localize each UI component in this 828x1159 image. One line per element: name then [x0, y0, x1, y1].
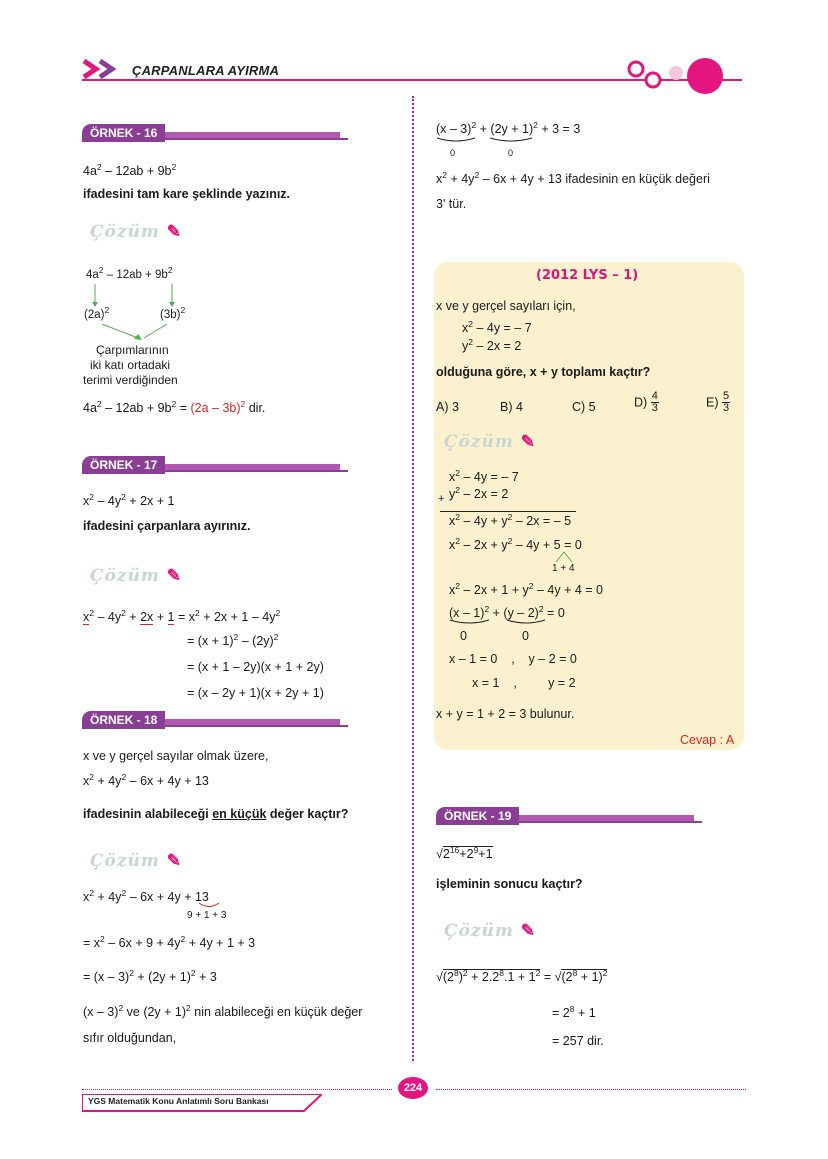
ex17-line-3: = (x + 1 – 2y)(x + 1 + 2y) — [187, 660, 324, 674]
ex16-expression: $4a^2 - 12ab + 9b^2$ — [83, 161, 177, 178]
ex16-solution-expression: $4a^2 - 12ab + 9b^2$ — [86, 265, 173, 281]
double-chevron-icon — [82, 58, 126, 80]
ex18-sol-2: = $x^2 - 6x + 9 + 4y^2 + 4y + 1 + 3$ — [83, 933, 256, 950]
lys-sol-5: $x^2 - 2x + 1 + y^2 - 4y + 4 = 0$ — [449, 580, 604, 597]
tab-underline — [142, 470, 348, 472]
lys-sol-3: $x^2 - 4y + y^2 - 2x$ = – 5 — [449, 511, 572, 528]
example-17-tab — [82, 456, 350, 476]
ex16-question: ifadesini tam kare şeklinde yazınız. — [83, 187, 291, 201]
lys-plus: + — [438, 493, 445, 505]
ex19-sol-3: = 257 dir. — [552, 1034, 604, 1048]
option-b[interactable]: B) 4 — [500, 400, 523, 414]
ex18-cont-3: 3' tür. — [436, 197, 467, 211]
ex17-question: ifadesini çarpanlara ayırınız. — [83, 519, 251, 533]
ex16-left-factor: $(2a)^2$ — [84, 305, 110, 321]
ex19-sol-1: $√(2^8)^2 + 2.2^8.1 + 1^2 = √(2^8 + 1)^2$ — [436, 967, 608, 984]
pen-icon: ✎ — [520, 921, 537, 941]
exam-title: (2012 LYS – 1) — [536, 268, 639, 283]
pen-icon: ✎ — [166, 222, 183, 242]
ex17-line-4: = (x – 2y + 1)(x + 2y + 1) — [187, 686, 324, 700]
ex16-note-1: Çarpımlarının — [96, 343, 169, 357]
solution-logo: Çözüm ✎ — [444, 921, 537, 941]
tab-underline — [142, 725, 348, 727]
example-label: ÖRNEK - 16 — [82, 124, 165, 142]
ex18-zero-a: 0 — [450, 148, 456, 158]
ex18-sol-3: = $(x - 3)^2 + (2y + 1)^2 + 3$ — [83, 967, 217, 984]
option-a[interactable]: A) 3 — [436, 400, 459, 414]
ex18-cont-1: $(x - 3)^2 + (2y + 1)^2 + 3 = 3$ — [436, 119, 581, 136]
pen-icon: ✎ — [166, 566, 183, 586]
footer-rule-right — [436, 1089, 746, 1090]
ex16-note-3: terimi verdiğinden — [83, 373, 178, 387]
lys-sol-2: $y^2 - 2x = 2$ — [449, 484, 509, 501]
ex16-result: $4a^2 - 12ab + 9b^2 = (2a - 3b)^2$ dir. — [83, 398, 266, 415]
ex16-right-factor: $(3b)^2$ — [160, 305, 186, 321]
ex16-note-2: iki katı ortadaki — [90, 358, 171, 372]
lys-question: olduğuna göre, x + y toplamı kaçtır? — [436, 365, 651, 379]
example-label: ÖRNEK - 17 — [82, 456, 165, 474]
brace-icon — [436, 137, 546, 145]
ex17-line-2: = $(x + 1)^2 - (2y)^2$ — [187, 631, 279, 648]
ex17-line-1: $x^2 - 4y^2 + 2x + 1 = x^2 + 2x + 1 - 4y^2$ — [83, 607, 281, 624]
chapter-title: ÇARPANLARA AYIRMA — [132, 63, 280, 78]
book-title-banner — [82, 1094, 312, 1110]
ex18-cont-2: $x^2 + 4y^2 - 6x + 4y + 13$ ifadesinin en küçük değeri — [436, 169, 710, 186]
ex18-sol-5: sıfır olduğundan, — [83, 1031, 177, 1045]
solution-logo: Çözüm ✎ — [90, 222, 183, 242]
ex19-question: işleminin sonucu kaçtır? — [436, 877, 583, 891]
ex18-question: ifadesinin alabileceği en küçük değer kaçtır? — [83, 807, 349, 821]
example-16-tab — [82, 124, 350, 144]
option-c[interactable]: C) 5 — [572, 400, 596, 414]
example-19-tab — [436, 807, 704, 827]
example-label: ÖRNEK - 19 — [436, 807, 519, 825]
lys-eq-1: $x^2 - 4y$ = – 7 — [462, 318, 532, 335]
footer-rule-left — [82, 1089, 392, 1090]
ex18-sol-4: (x – 3)$^2$ ve $(2y + 1)^2$ nin alabileceği en küçük değer — [83, 1002, 363, 1019]
solution-logo: Çözüm ✎ — [90, 566, 183, 586]
pen-icon: ✎ — [520, 432, 537, 452]
ex18-expression: $x^2 + 4y^2 - 6x + 4y + 13$ — [83, 771, 209, 788]
ex18-zero-b: 0 — [508, 148, 514, 158]
option-d[interactable]: D) $\frac{4}{3}$ — [634, 390, 658, 414]
ex18-sol-1: $x^2 + 4y^2 - 6x + 4y + 13$ — [83, 887, 209, 904]
option-e[interactable]: E) $\frac{5}{3}$ — [706, 390, 730, 414]
tab-underline — [496, 821, 702, 823]
ex19-sol-2: = $2^8 + 1$ — [552, 1003, 596, 1020]
lys-zero-a: 0 — [460, 629, 467, 643]
answer-label: Cevap : A — [680, 733, 735, 747]
ex19-expression: $√2^{16}+2^9+1$ — [436, 844, 493, 861]
ex18-split: 9 + 1 + 3 — [187, 910, 227, 921]
ex18-intro: x ve y gerçel sayılar olmak üzere, — [83, 749, 269, 763]
decorative-circles-icon — [624, 56, 750, 98]
solution-logo: Çözüm ✎ — [444, 432, 537, 452]
ex17-expression: $x^2 - 4y^2 + 2x + 1$ — [83, 491, 175, 508]
lys-sol-1: $x^2 - 4y$ = – 7 — [449, 467, 519, 484]
column-divider — [412, 96, 414, 1061]
lys-sol-7: x – 1 = 0 , y – 2 = 0 — [449, 652, 577, 666]
lys-eq-2: $y^2 - 2x = 2$ — [462, 336, 522, 353]
lys-sol-8: x = 1 , y = 2 — [472, 676, 576, 690]
lys-sol-9: x + y = 1 + 2 = 3 bulunur. — [436, 707, 575, 721]
brace-icon — [449, 619, 549, 627]
lys-sol-6: (x – 1)$^2$ + (y – 2)$^2$ = 0 — [449, 603, 565, 620]
page-number: 224 — [398, 1077, 428, 1099]
solution-logo: Çözüm ✎ — [90, 851, 183, 871]
book-title: YGS Matematik Konu Anlatımlı Soru Bankası — [88, 1096, 269, 1106]
lys-sol-4: $x^2 - 2x + y^2 - 4y + 5 = 0$ — [449, 535, 582, 552]
tab-underline — [142, 138, 348, 140]
example-label: ÖRNEK - 18 — [82, 711, 165, 729]
lys-zero-b: 0 — [522, 629, 529, 643]
example-18-tab — [82, 711, 350, 731]
pen-icon: ✎ — [166, 851, 183, 871]
lys-split: 1 + 4 — [552, 563, 575, 574]
lys-intro: x ve y gerçel sayıları için, — [436, 299, 576, 313]
